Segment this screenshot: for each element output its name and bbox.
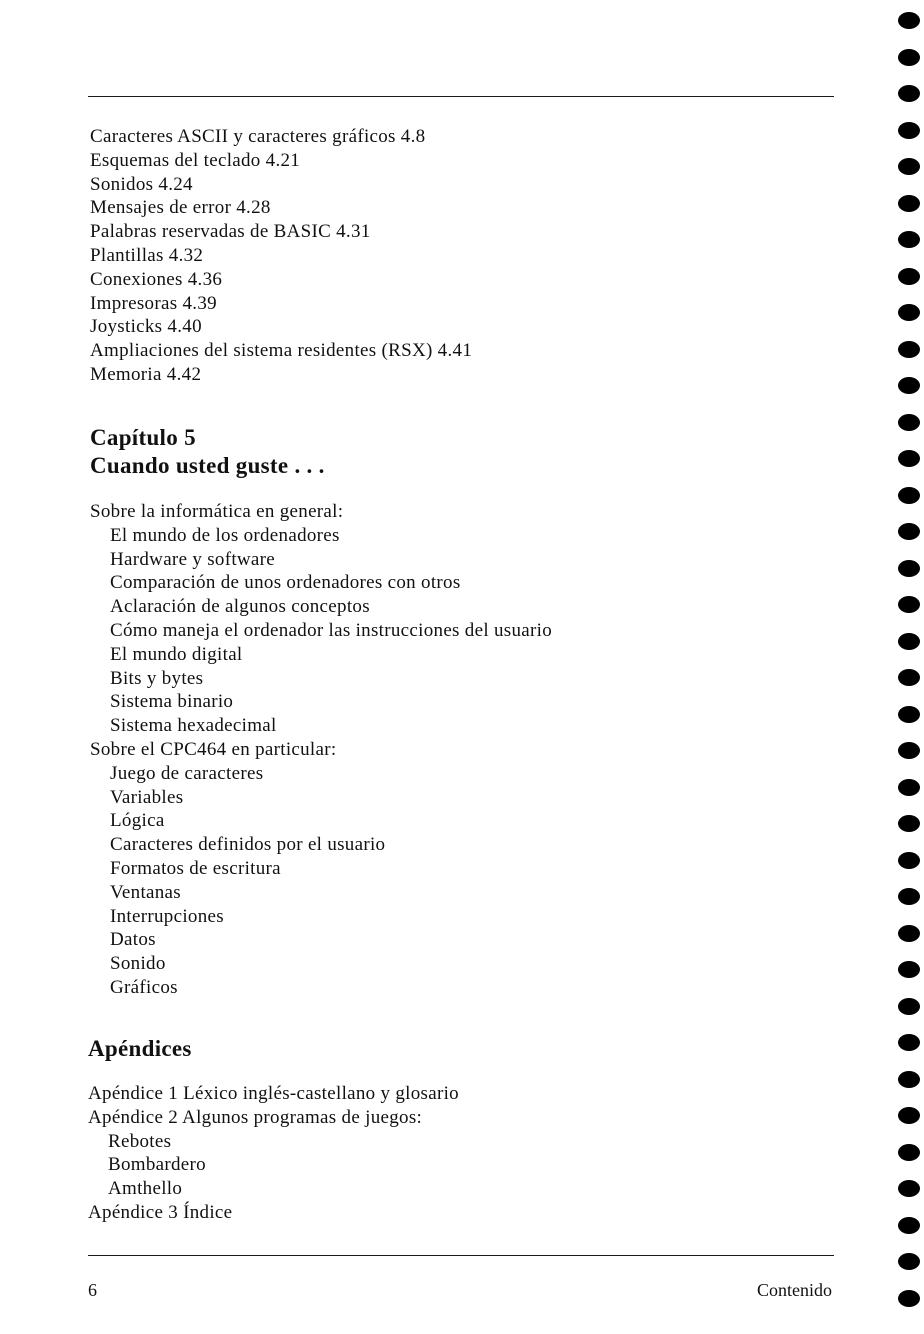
list-item: Hardware y software [110,548,276,570]
list-item: Ventanas [110,881,181,903]
list-item: El mundo de los ordenadores [110,524,340,546]
list-item: Palabras reservadas de BASIC 4.31 [90,221,371,243]
list-item: Bombardero [108,1154,206,1176]
list-item: Gráficos [110,976,178,998]
punch-hole [898,1144,920,1161]
punch-hole [898,961,920,978]
bottom-rule [88,1255,834,1256]
top-rule [88,96,834,97]
punch-hole [898,998,920,1015]
list-item: Ampliaciones del sistema residentes (RSX) 4.41 [90,340,473,362]
list-item: Memoria 4.42 [90,363,202,385]
punch-hole [898,815,920,832]
list-item: Conexiones 4.36 [90,268,223,290]
punch-hole [898,596,920,613]
list-item: Amthello [108,1178,183,1200]
chapter-title: Cuando usted guste . . . [90,453,325,478]
punch-hole [898,1217,920,1234]
punch-hole [898,1180,920,1197]
punch-hole [898,1034,920,1051]
list-item: Mensajes de error 4.28 [90,197,271,219]
punch-hole [898,633,920,650]
list-item: Aclaración de algunos conceptos [110,596,370,618]
punch-hole [898,414,920,431]
list-item: Esquemas del teclado 4.21 [90,149,301,171]
list-item: Cómo maneja el ordenador las instrucciones del usuario [110,619,552,641]
punch-hole [898,1253,920,1270]
list-item: Juego de caracteres [110,762,264,784]
list-group-heading: Sobre la informática en general: [90,501,344,522]
punch-hole [898,888,920,905]
list-item: Lógica [110,810,165,832]
punch-hole [898,377,920,394]
punch-hole [898,1290,920,1307]
punch-hole [898,523,920,540]
list-item: Sonido [110,953,166,975]
punch-hole [898,158,920,175]
list-item: Datos [110,929,156,951]
punch-hole [898,925,920,942]
list-item: El mundo digital [110,643,243,665]
punch-hole [898,1107,920,1124]
section4-list [90,125,472,387]
punch-hole [898,85,920,102]
list-item: Impresoras 4.39 [90,292,217,314]
list-item: Comparación de unos ordenadores con otros [110,572,461,594]
punch-hole [898,12,920,29]
punch-hole [898,1071,920,1088]
punch-hole [898,706,920,723]
punch-hole [898,742,920,759]
list-item: Sistema hexadecimal [110,715,277,737]
punch-hole [898,852,920,869]
list-item: Apéndice 1 Léxico inglés-castellano y glosario [88,1083,459,1104]
punch-hole [898,231,920,248]
footer-label: Contenido [757,1280,832,1300]
list-item: Sonidos 4.24 [90,173,193,195]
list-item: Plantillas 4.32 [90,244,204,266]
punch-hole [898,49,920,66]
punch-hole [898,487,920,504]
list-item: Caracteres ASCII y caracteres gráficos 4.8 [90,126,426,147]
punch-hole [898,450,920,467]
list-item: Rebotes [108,1130,172,1152]
chapter5-list [90,500,552,1000]
punch-hole [898,195,920,212]
chapter-number: Capítulo 5 [90,425,196,450]
list-item: Apéndice 3 Índice [88,1201,233,1223]
list-item: Variables [110,786,184,808]
punch-hole [898,779,920,796]
punch-hole [898,669,920,686]
list-item: Caracteres definidos por el usuario [110,834,386,856]
punch-hole [898,268,920,285]
punch-hole [898,304,920,321]
list-group-heading: Sobre el CPC464 en particular: [90,738,337,760]
list-item: Joysticks 4.40 [90,316,202,338]
page-number: 6 [88,1280,97,1300]
list-item: Bits y bytes [110,667,204,689]
appendices-title: Apéndices [88,1036,192,1061]
punch-hole [898,560,920,577]
list-item: Interrupciones [110,905,224,927]
punch-hole [898,341,920,358]
appendices-list [88,1082,459,1225]
list-item: Sistema binario [110,691,234,713]
punch-holes-strip [898,0,924,1334]
list-item: Apéndice 2 Algunos programas de juegos: [88,1106,423,1128]
punch-hole [898,122,920,139]
list-item: Formatos de escritura [110,857,281,879]
